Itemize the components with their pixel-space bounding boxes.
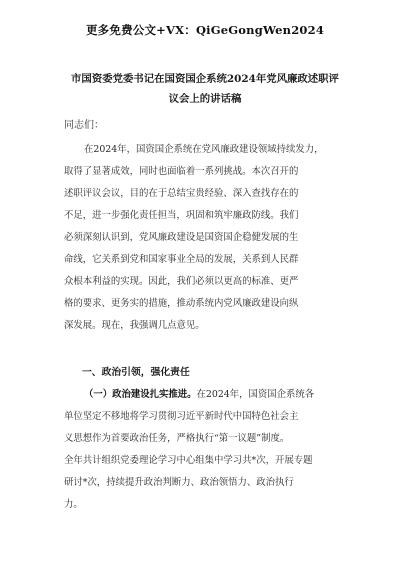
paragraph-line: 不足，进一步强化责任担当，巩固和筑牢廉政防线。我们 [64, 210, 299, 221]
paragraph-line: 单位坚定不移地将学习贯彻习近平新时代中国特色社会主 [64, 411, 299, 422]
paragraph-line: 深发展。现在，我强调几点意见。 [64, 320, 205, 331]
paragraph-line: 必须深刻认识到，党风廉政建设是国资国企稳健发展的生 [64, 232, 299, 243]
section-heading: 一、政治引领，强化责任 [82, 367, 190, 378]
paragraph-line: 命线，它关系到党和国家事业全局的发展，关系到人民群 [64, 254, 299, 265]
subsection-heading: （一）政治建设扎实推进。 [84, 389, 197, 400]
paragraph-line: 义思想作为首要政治任务，严格执行“第一议题”制度。 [64, 433, 290, 444]
paragraph-line: 众根本利益的实现。因此，我们必须以更高的标准、更严 [64, 276, 299, 287]
watermark-text: 更多免费公文+VX：QiGeGongWen2024 [85, 23, 325, 37]
title-line-1: 市国资委党委书记在国资国企系统2024年党风廉政述职评 [71, 73, 339, 85]
paragraph-line [64, 384, 354, 406]
paragraph-line: 格的要求、更务实的措施，推动系统内党风廉政建设向纵 [64, 298, 299, 309]
paragraph-line: 力。 [64, 499, 83, 510]
paragraph-line: 研讨*次，持续提升政治判断力、政治领悟力、政治执行 [64, 477, 294, 488]
paragraph-line: 取得了显著成效，同时也面临着一系列挑战。本次召开的 [64, 166, 299, 177]
paragraph-line: 在2024年，国资国企系统在党风廉政建设领域持续发力， [84, 144, 324, 155]
paragraph-line-rest: 在2024年，国资国企系统各 [196, 389, 315, 400]
paragraph-line: 全年共计组织党委理论学习中心组集中学习共*次，开展专题 [64, 455, 313, 466]
section-paragraph [64, 384, 354, 516]
document-title [52, 69, 358, 109]
salutation: 同志们： [64, 120, 104, 131]
title-line-2: 议会上的讲话稿 [168, 93, 242, 105]
paragraph-line: 述职评议会议，目的在于总结宝贵经验、深入查找存在的 [64, 188, 299, 199]
intro-paragraph [64, 139, 354, 337]
